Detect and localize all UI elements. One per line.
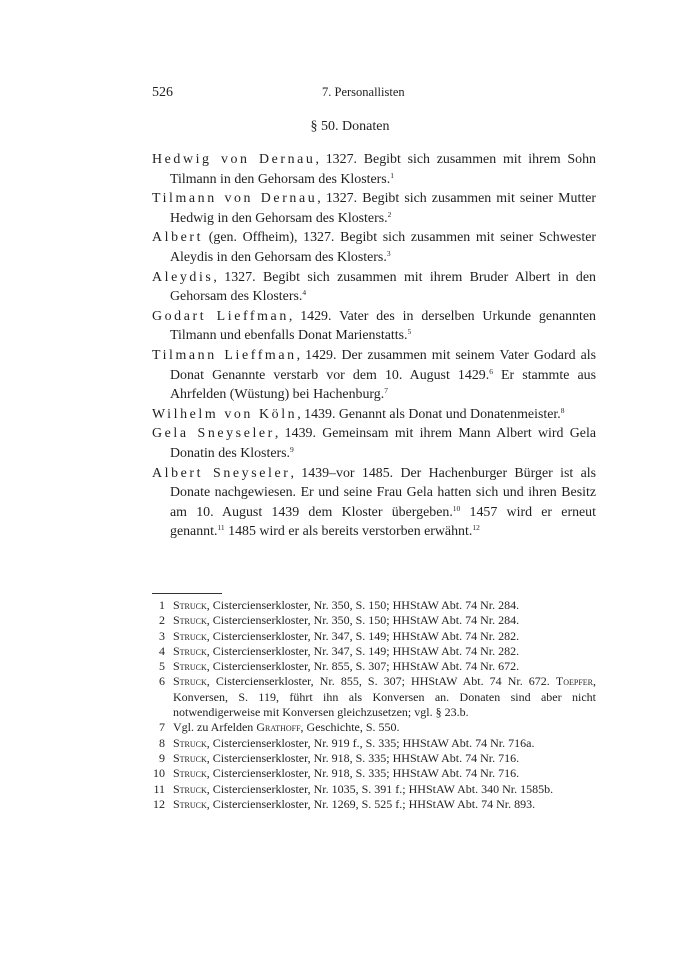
entry [152,268,596,307]
entry-text: , 1439. Gemeinsam mit ihrem Mann Albert wird Gela Donatin des Klosters. [170,426,596,461]
footnote-text: , Cistercienserkloster, Nr. 855, S. 307; HHStAW Abt. 74 Nr. 672. [206,674,556,689]
entry-text: (gen. Offheim), 1327. Begibt sich zusammen mit seiner Schwester Aleydis in den Gehorsam des Klosters. [170,230,596,265]
footnote-number: 1 [159,598,165,612]
footnote-author: Struck [173,766,207,781]
footnote-author: Struck [173,781,207,796]
footnote [152,751,596,766]
footnote-ref[interactable]: 12 [472,523,480,533]
footnote [152,674,596,720]
footnote-text: , Cistercienserkloster, Nr. 350, S. 150; HHStAW Abt. 74 Nr. 284. [206,613,520,628]
footnote [152,598,596,613]
footnote-author: Struck [173,643,207,658]
entry-name: Hedwig von Dernau [152,152,316,167]
entry-text: , 1327. Begibt sich zusammen mit seiner Mutter Hedwig in den Gehorsam des Klosters. [170,191,596,226]
footnote-ref[interactable]: 3 [386,248,391,258]
footnote [152,782,596,797]
footnote-ref[interactable]: 7 [384,386,388,396]
entry-text: , 1429. Vater des in derselben Urkunde genannten Tilmann und ebenfalls Donat Marienstatts. [170,308,596,344]
footnote-author: Struck [173,659,207,674]
entry [152,228,596,267]
footnote-ref[interactable]: 8 [560,405,565,415]
footnote-text: , Cistercienserkloster, Nr. 855, S. 307; HHStAW Abt. 74 Nr. 672. [206,659,520,674]
entry-text-tail: Er stammte aus Ahrfelden (Wüstung) bei Hachenburg. [170,367,596,403]
entry-name: Wilhelm von Köln [152,406,298,422]
footnote-number: 11 [153,781,165,796]
footnote-ref[interactable]: 2 [387,209,392,219]
footnote-author: Grathoff [256,720,301,735]
entry [152,424,596,463]
footnote-author: Struck [173,796,207,811]
entry-text: , 1429. Der zusammen mit seinem Vater Godard als Donat Genannte verstarb vor dem 10. August 1429. [170,347,596,383]
footnote-text: , Cistercienserkloster, Nr. 919 f., S. 335; HHStAW Abt. 74 Nr. 716a. [206,735,535,750]
footnote-author: Struck [173,613,207,628]
entry-text: , 1439–vor 1485. Der Hachenburger Bürger ist als Donate nachgewiesen. Er und seine Frau Gela hatten sich und ihren Besitz am 10. August 1439 dem Kloster übergeben. [170,465,597,520]
footnote-number: 8 [159,735,165,750]
entry-text-tail: 1485 wird er als bereits verstorben erwähnt. [224,524,473,540]
footnote-author: Struck [173,750,207,765]
footnote-text: , Cistercienserkloster, Nr. 347, S. 149; HHStAW Abt. 74 Nr. 282. [206,643,520,658]
entry [152,346,596,405]
footnote-author: Struck [173,628,207,643]
footnote-ref[interactable]: 5 [407,327,412,337]
footnote-text: , Cistercienserkloster, Nr. 347, S. 149; HHStAW Abt. 74 Nr. 282. [206,628,520,643]
section-title: § 50. Donaten [310,119,390,134]
footnote [152,644,596,659]
entry-text: , 1439. Genannt als Donat und Donatenmeister. [297,406,561,422]
footnote-text: , Geschichte, S. 550. [300,720,400,735]
footnote-author: Struck [173,735,207,750]
footnote-number: 2 [159,613,165,628]
entry [152,189,596,228]
footnote-number: 9 [159,750,165,765]
footnote-ref[interactable]: 1 [390,170,394,180]
footnote-text: Vgl. zu Arfelden [173,720,257,735]
entry-name: Tilmann Lieffman [152,347,297,363]
entry-text: , 1327. Begibt sich zusammen mit ihrem Bruder Albert in den Gehorsam des Klosters. [170,269,596,305]
entry-name: Tilmann von Dernau [152,191,318,207]
entry-text-tail: 1457 wird er erneut genannt. [170,504,596,540]
footnote-ref[interactable]: 11 [217,523,225,533]
footnote-number: 4 [159,643,165,658]
footnote-author: Toepfer [555,674,593,689]
footnote-ref[interactable]: 10 [452,503,461,513]
entry [152,464,596,542]
footnote [152,766,596,781]
footnote-number: 10 [153,766,165,781]
footnote-number: 3 [159,628,165,643]
entry-text: , 1327. Begibt sich zusammen mit ihrem Sohn Tilmann in den Gehorsam des Klosters. [170,152,596,187]
footnote-number: 12 [153,796,165,811]
entry-name: Aleydis [152,269,214,285]
footnote-text: , Konversen, S. 119, führt ihn als Konversen an. Donaten sind aber nicht notwendigerweise mit Konversen gleichzusetzen; vgl. § 23.b. [173,674,596,720]
footnote-author: Struck [173,598,207,612]
footnote-ref[interactable]: 4 [302,288,307,298]
entry [152,150,596,189]
entry-list [152,150,596,542]
footnote-ref[interactable]: 6 [489,366,493,376]
footnote-text: , Cistercienserkloster, Nr. 350, S. 150; HHStAW Abt. 74 Nr. 284. [206,598,520,612]
footnote [152,613,596,628]
entry-name: Albert Sneyseler [152,465,291,481]
footnote-list [152,598,596,812]
footnote-number: 6 [159,674,165,689]
entry-name: Godart Lieffman [152,308,289,324]
page-number: 526 [152,85,173,100]
footnote-separator [152,593,222,594]
footnote-author: Struck [173,674,207,689]
footnote-text: , Cistercienserkloster, Nr. 918, S. 335; HHStAW Abt. 74 Nr. 716. [206,750,520,765]
entry [152,307,596,346]
footnote-text: , Cistercienserkloster, Nr. 1035, S. 391 f.; HHStAW Abt. 340 Nr. 1585b. [206,781,554,796]
footnote [152,659,596,674]
footnote [152,797,596,812]
entry-name: Gela Sneyseler [152,426,275,442]
footnote [152,736,596,751]
running-head: 7. Personallisten [322,85,405,99]
footnote [152,629,596,644]
entry-name: Albert [152,230,204,246]
footnote-text: , Cistercienserkloster, Nr. 918, S. 335; HHStAW Abt. 74 Nr. 716. [206,766,520,781]
footnote [152,720,596,735]
footnote-number: 5 [159,659,165,674]
footnote-text: , Cistercienserkloster, Nr. 1269, S. 525 f.; HHStAW Abt. 74 Nr. 893. [206,796,536,811]
footnote-number: 7 [159,720,165,735]
footnote-ref[interactable]: 9 [289,444,294,454]
entry [152,405,596,425]
